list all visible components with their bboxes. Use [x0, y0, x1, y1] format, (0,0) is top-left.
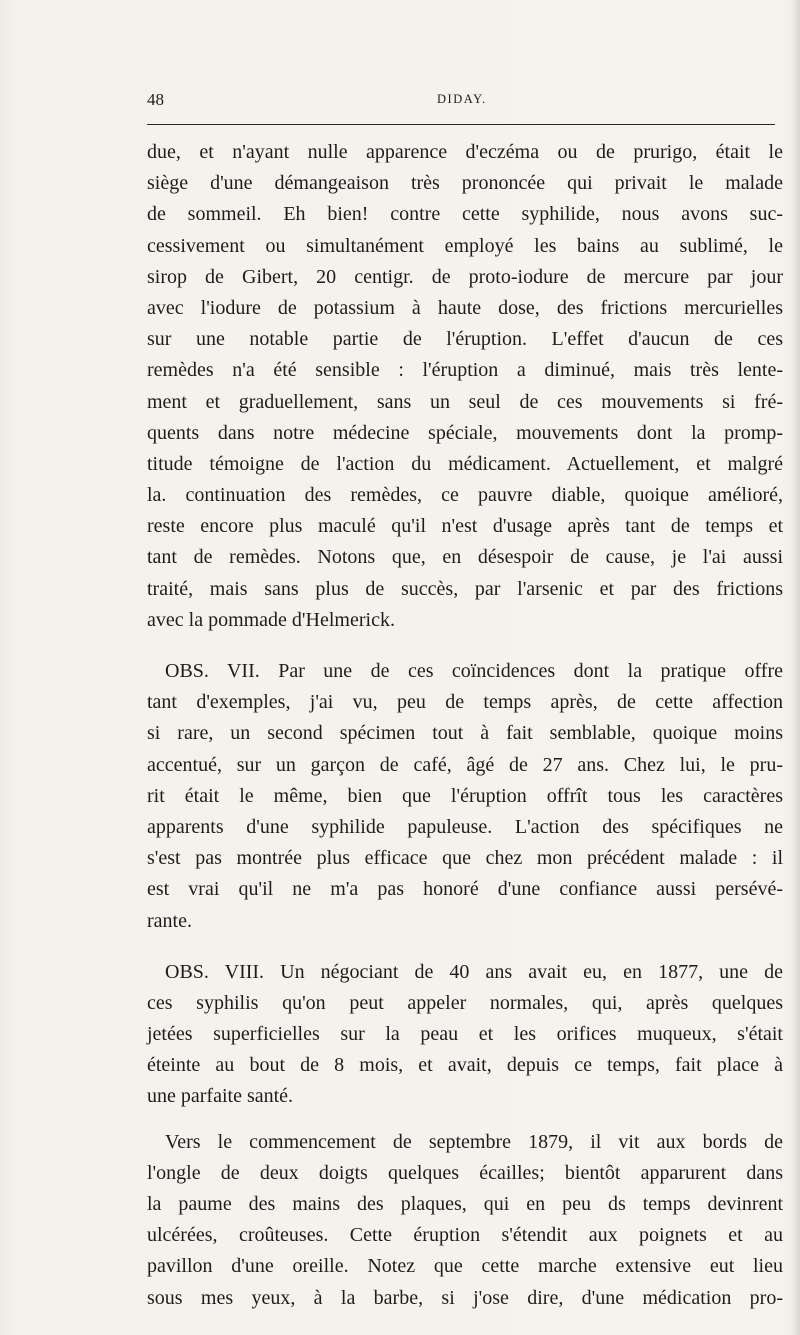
text-line: ulcérées, croûteuses. Cette éruption s'étendit aux poignets et au — [147, 1224, 783, 1247]
text-line: reste encore plus maculé qu'il n'est d'usage après tant de temps et — [147, 515, 783, 538]
text-line: sur une notable partie de l'éruption. L'effet d'aucun de ces — [147, 328, 783, 351]
text-line: la. continuation des remèdes, ce pauvre diable, quoique amélioré, — [147, 484, 783, 507]
text-line: si rare, un second spécimen tout à fait semblable, quoique moins — [147, 722, 783, 745]
header-rule — [147, 124, 775, 125]
text-line: de sommeil. Eh bien! contre cette syphilide, nous avons suc- — [147, 203, 783, 226]
text-line: apparents d'une syphilide papuleuse. L'action des spécifiques ne — [147, 815, 783, 838]
page-edge — [792, 0, 800, 1335]
page-number: 48 — [147, 90, 164, 109]
text-line: cessivement ou simultanément employé les bains au sublimé, le — [147, 234, 783, 257]
text-line: une parfaite santé. — [147, 1085, 294, 1108]
text-line: remèdes n'a été sensible : l'éruption a diminué, mais très lente- — [147, 359, 783, 382]
text-line: s'est pas montrée plus efficace que chez mon précédent malade : il — [147, 847, 783, 870]
paragraph-4 — [147, 1127, 783, 1314]
text-line: ces syphilis qu'on peut appeler normales, qui, après quelques — [147, 991, 783, 1014]
text-line: traité, mais sans plus de succès, par l'arsenic et par des frictions — [147, 577, 783, 600]
text-line: due, et n'ayant nulle apparence d'eczéma ou de prurigo, était le — [147, 141, 783, 163]
paragraph-1 — [147, 137, 783, 636]
text-line: sirop de Gibert, 20 centigr. de proto-iodure de mercure par jour — [147, 265, 783, 288]
text-line: pavillon d'une oreille. Notez que cette marche extensive eut lieu — [147, 1255, 783, 1278]
text-line: OBS. VII. Par une de ces coïncidences dont la pratique offre — [165, 660, 783, 682]
text-line: avec la pommade d'Helmerick. — [147, 608, 395, 631]
paragraph-gap — [147, 937, 783, 957]
text-line: l'ongle de deux doigts quelques écailles; bientôt apparurent dans — [147, 1161, 783, 1184]
text-line: tant de remèdes. Notons que, en désespoir de cause, je l'ai aussi — [147, 546, 783, 569]
text-line: OBS. VIII. Un négociant de 40 ans avait eu, en 1877, une de — [165, 960, 783, 983]
text-line: quents dans notre médecine spéciale, mouvements dont la promp- — [147, 421, 783, 444]
text-line: rante. — [147, 909, 192, 932]
paragraph-obs-viii — [147, 957, 783, 1113]
text-line: est vrai qu'il ne m'a pas honoré d'une confiance aussi persévé- — [147, 878, 783, 901]
running-head: DIDAY. — [437, 92, 487, 106]
text-line: jetées superficielles sur la peau et les orifices muqueux, s'était — [147, 1023, 783, 1046]
page-header — [147, 88, 777, 118]
text-line: Vers le commencement de septembre 1879, il vit aux bords de — [165, 1130, 783, 1153]
text-line: ment et graduellement, sans un seul de ces mouvements si fré- — [147, 390, 783, 413]
text-line: titude témoigne de l'action du médicament. Actuellement, et malgré — [147, 452, 783, 475]
text-line: la paume des mains des plaques, qui en peu ds temps devinrent — [147, 1193, 783, 1215]
paragraph-gap — [147, 1113, 783, 1127]
text-line: éteinte au bout de 8 mois, et avait, depuis ce temps, fait place à — [147, 1054, 783, 1077]
paragraph-gap — [147, 636, 783, 656]
paragraph-obs-vii — [147, 656, 783, 937]
text-line: avec l'iodure de potassium à haute dose, des frictions mercurielles — [147, 296, 783, 319]
text-line: rit était le même, bien que l'éruption offrît tous les caractères — [147, 784, 783, 807]
text-line: tant d'exemples, j'ai vu, peu de temps après, de cette affection — [147, 691, 783, 714]
text-line: siège d'une démangeaison très prononcée qui privait le malade — [147, 172, 783, 195]
text-line: sous mes yeux, à la barbe, si j'ose dire, d'une médication pro- — [147, 1286, 783, 1309]
body-text — [147, 137, 783, 1314]
text-line: accentué, sur un garçon de café, âgé de 27 ans. Chez lui, le pru- — [147, 753, 783, 776]
